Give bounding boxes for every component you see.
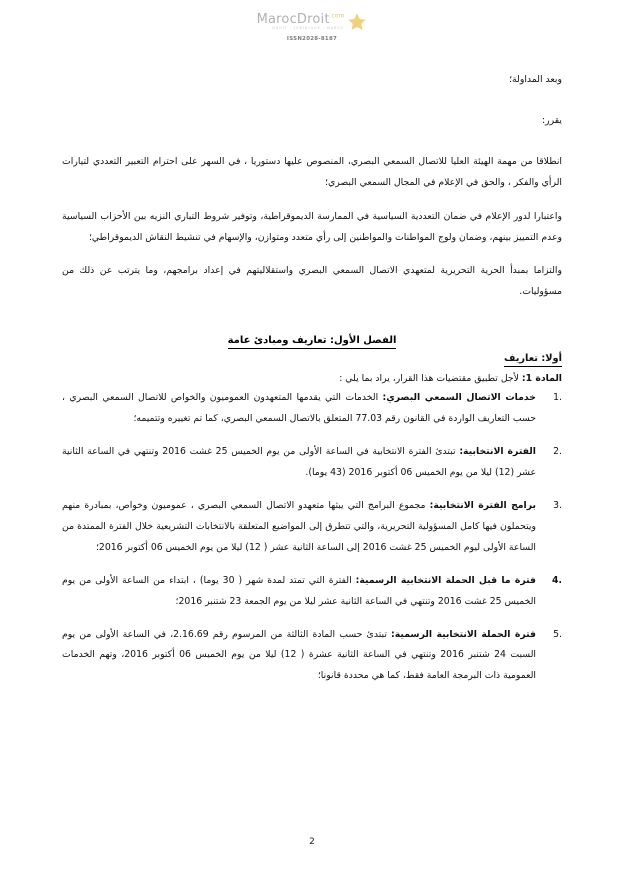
definition-term: خدمات الاتصال السمعي البصري: bbox=[382, 392, 536, 404]
article-1-text: لأجل تطبيق مقتضيات هذا القرار، يراد بما يلي : bbox=[339, 372, 519, 384]
definition-term: الفترة الانتخابية: bbox=[459, 446, 536, 458]
chapter-heading bbox=[62, 331, 562, 350]
logo-tagline: DROIT · JURIDIQUE · MAROC bbox=[272, 26, 345, 31]
definition-body: مجموع البرامج التي يبثها متعهدو الاتصال السمعي البصري ، عموميون وخواص، بمبادرة منهم ويتحملون فيها كامل المسؤولية التحريرية، والتي تتطرق إلى المواضيع المتعلقة بالانتخابات التشريعية خلال الفترة الممتدة من الساعة الأولى ليوم الخميس 25 غشت 2016 إلى الساعة الثانية عشر ( 12) ليلا من يوم الخميس 06 أكتوبر 2016؛ bbox=[62, 500, 536, 553]
document-body bbox=[62, 70, 562, 699]
definition-term: فترة الحملة الانتخابية الرسمية: bbox=[391, 628, 537, 640]
list-item bbox=[62, 442, 562, 484]
list-item bbox=[62, 625, 562, 688]
marocdroit-logo bbox=[257, 12, 368, 32]
preamble-paragraph-3: والتزاما بمبدأ الحرية التحريرية لمتعهدي الاتصال السمعي البصري واستقلاليتهم في إعداد برامجهم، وما يترتب عن ذلك من مسؤوليات. bbox=[62, 265, 562, 298]
star-icon bbox=[347, 12, 367, 32]
definition-body: تبتدئ الفترة الانتخابية في الساعة الأولى من يوم الخميس 25 غشت 2016 وتنتهي في الساعة الثانية عشر (12) ليلا من يوم الخميس 06 أكتوبر 2016 (43 يوما). bbox=[62, 446, 536, 479]
chapter-heading-text: الفصل الأول: تعاريف ومبادئ عامة bbox=[228, 335, 397, 349]
article-1-label: المادة 1: bbox=[521, 372, 562, 384]
definition-body: تبتدئ حسب المادة الثالثة من المرسوم رقم 2.16.69، في الساعة الأولى من يوم السبت 24 شتنبر 2016 وتنتهي في الساعة الثانية عشرة ( 12) ليلا من يوم الخميس 06 أكتوبر 2016، وتهم الخدمات العمومية ذات البرمجة العامة فقط، كما هي محددة قانونا؛ bbox=[62, 628, 537, 682]
list-item bbox=[62, 571, 562, 613]
definition-body: الفترة التي تمتد لمدة شهر ( 30 يوما) ، ابتداء من الساعة الأولى من يوم الخميس 25 غشت 2016 وتنتهي في الساعة الثانية عشر ليلا من يوم الجمعة 23 شتنبر 2016؛ bbox=[62, 574, 536, 607]
list-item-marker: 1. bbox=[553, 392, 562, 404]
definition-term: برامج الفترة الانتخابية: bbox=[429, 500, 536, 511]
section-heading bbox=[62, 350, 562, 369]
definition-body: الخدمات التي يقدمها المتعهدون العموميون والخواص للاتصال السمعي البصري ، حسب التعاريف الواردة في القانون رقم 77.03 المتعلق بالاتصال السمعي البصري، كما تم تغييره وتتميمه؛ bbox=[62, 392, 536, 425]
definitions-list bbox=[62, 388, 562, 687]
preamble-paragraph-1: انطلاقا من مهمة الهيئة العليا للاتصال السمعي البصري، المنصوص عليها دستوريا ، في السهر على احترام التعبير التعددي لتيارات الرأي والفكر ، والحق في الإعلام في المجال السمعي البصري؛ bbox=[62, 155, 562, 188]
issn-text: ISSN2028-8187 bbox=[286, 36, 338, 42]
section-heading-text: أولا: تعاريف bbox=[504, 353, 562, 367]
logo-suffix: .com bbox=[329, 13, 345, 21]
document-header bbox=[0, 12, 624, 42]
logo-name-text: MarocDroit bbox=[256, 12, 330, 28]
page-number: 2 bbox=[309, 837, 315, 847]
definition-term: فترة ما قبل الحملة الانتخابية الرسمية: bbox=[355, 574, 536, 586]
list-item-marker: 4. bbox=[551, 574, 562, 586]
after-deliberation-line: وبعد المداولة؛ bbox=[509, 74, 562, 85]
logo-text bbox=[257, 13, 345, 30]
list-item-marker: 2. bbox=[553, 446, 562, 458]
list-item-marker: 3. bbox=[553, 500, 562, 511]
preamble-paragraph-2: واعتبارا لدور الإعلام في ضمان التعددية السياسية في الممارسة الديموقراطية، وتوفير شروط التباري النزيه بين الأحزاب السياسية وعدم التمييز بينهم، وضمان ولوج المواطنات والمواطنين إلى رأي متعدد ومتوازن، والإسهام في تنشيط النقاش الديموقراطي؛ bbox=[62, 210, 562, 243]
logo-name bbox=[257, 13, 345, 26]
list-item-marker: 5. bbox=[553, 628, 562, 640]
decides-line: يقرر: bbox=[541, 114, 562, 126]
page-number-footer bbox=[0, 837, 624, 847]
list-item bbox=[62, 388, 562, 430]
article-1-line bbox=[62, 369, 562, 389]
list-item bbox=[62, 496, 562, 559]
